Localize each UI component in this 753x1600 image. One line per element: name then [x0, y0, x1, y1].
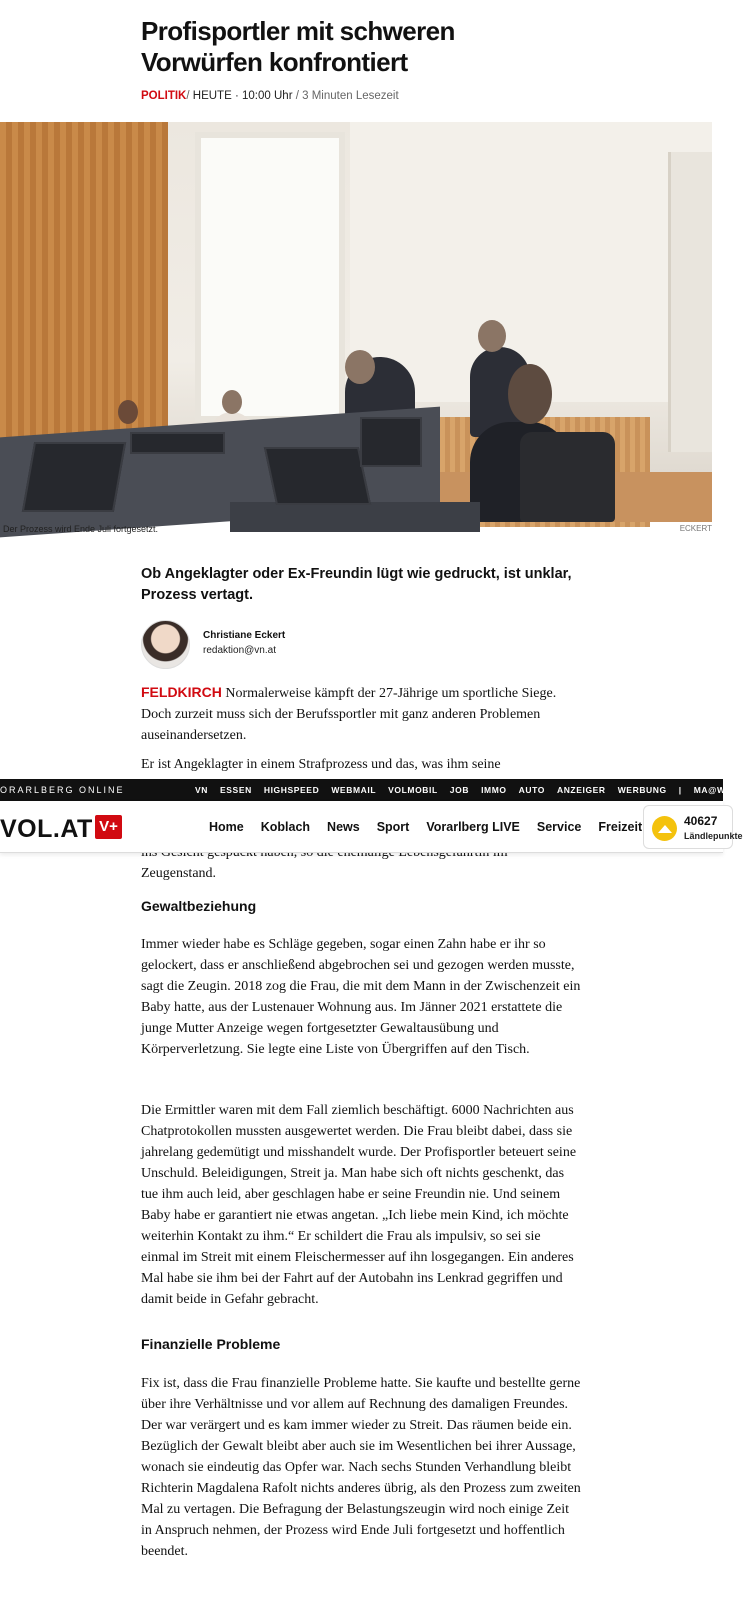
hero-wood-panel — [0, 122, 168, 442]
sun-icon — [652, 816, 677, 841]
meta-time: 10:00 Uhr — [242, 90, 293, 102]
topbar-link-job[interactable]: JOB — [449, 785, 470, 795]
hero-door — [668, 152, 712, 452]
topbar-link-anzeiger[interactable]: ANZEIGER — [556, 785, 606, 795]
author-email[interactable]: redaktion@vn.at — [203, 645, 276, 656]
article-lead: Ob Angeklagter oder Ex-Freundin lügt wie gedruckt, ist unklar, Prozess vertagt. — [141, 566, 572, 603]
site-logo[interactable]: VOL.AT — [0, 815, 93, 843]
weather-widget[interactable] — [643, 805, 743, 849]
image-credit: ECKERT — [679, 524, 712, 533]
topbar-link-highspeed[interactable]: HIGHSPEED — [263, 785, 320, 795]
topbar-link-werbung[interactable]: WERBUNG — [617, 785, 667, 795]
hero-monitor — [264, 447, 371, 505]
main-navbar — [0, 801, 743, 853]
hero-monitor — [360, 417, 422, 467]
hero-desk — [230, 502, 480, 532]
weather-value: 40627 — [684, 814, 718, 828]
network-brand[interactable]: ORARLBERG ONLINE — [0, 785, 125, 795]
vplus-icon[interactable]: V+ — [95, 815, 122, 839]
hero-image — [0, 122, 712, 520]
paragraph-4: Die Ermittler waren mit dem Fall ziemlich beschäftigt. 6000 Nachrichten aus Chatprotokollen mussten ausgewertet werden. Die Frau bleibt dabei, dass sie jahrelang gedemütigt und misshandelt wurde. Der Profisportler beteuert seine Unschuld. Beleidigungen, Streit ja. Man habe sich oft nichts geschenkt, das tue ihm auch leid, aber geschlagen habe er seine Freundin nie. Und seinem Baby habe er garantiert nie etwas angetan. „Ich liebe mein Kind, ich möchte weiterhin Kontakt zu ihm.“ Er schildert die Frau als impulsiv, so sei sie einmal im Streit mit einem Fleischermesser auf ihn losgegangen. Ein anderes Mal habe sie ihm bei der Fahrt auf der Autobahn ins Lenkrad gegriffen und damit beide in Gefahr gebracht. — [141, 1103, 577, 1307]
nav-item-home[interactable]: Home — [209, 820, 244, 834]
hero-head — [508, 364, 552, 424]
topbar-link-essen[interactable]: ESSEN — [220, 785, 252, 795]
article-title: Profisportler mit schweren Vorwürfen konfrontiert — [141, 16, 455, 77]
weather-place: Ländlepunkte — [684, 831, 743, 841]
meta-slash: / — [186, 90, 190, 102]
category-link[interactable]: POLITIK — [141, 90, 187, 102]
paragraph-5: Fix ist, dass die Frau finanzielle Probleme hatte. Sie kaufte und bestellte gerne über ihre Verhältnisse und vor allem auf Rechnung des damaligen Freundes. Der war verärgert und es kam immer wieder zu Streit. Das räumen beide ein. Bezüglich der Gewalt bleibt aber auch sie im Wesentlichen bei ihrer Aussage, wonach sie eindeutig das Opfer war. Nach sechs Stunden Verhandlung bleibt Richterin Magdalena Rafolt nichts anderes übrig, als den Prozess zum zweiten Mal zu vertagen. Die Befragung der Belastungszeugin wird noch einige Zeit in Anspruch nehmen, der Prozess wird Ende Juli fortgesetzt und hoffentlich beendet. — [141, 1376, 581, 1559]
nav-item-freizeit[interactable]: Freizeit — [598, 820, 643, 834]
hero-window — [195, 132, 345, 422]
subheading-gewalt: Gewaltbeziehung — [141, 898, 257, 914]
author-avatar[interactable] — [141, 620, 190, 669]
meta-sep: / — [295, 90, 299, 102]
paragraph-1-text: Normalerweise kämpft der 27-Jährige um sportliche Siege. Doch zurzeit muss sich der Berufssportler mit ganz anderen Problemen auseinandersetzen. — [141, 686, 557, 743]
topbar-link-immo[interactable]: IMMO — [481, 785, 507, 795]
topbar-divider: | — [678, 785, 682, 795]
nav-item-news[interactable]: News — [327, 820, 360, 834]
reading-time: 3 Minuten Lesezeit — [302, 90, 399, 102]
meta-dot: · — [234, 90, 239, 102]
image-caption: Der Prozess wird Ende Juli fortgesetzt. — [3, 524, 159, 534]
hero-wall — [350, 122, 712, 402]
topbar-link-vn[interactable]: VN — [195, 785, 209, 795]
paragraph-2-tail: Zeugenstand. — [141, 866, 217, 881]
meta-day: HEUTE — [192, 90, 232, 102]
nav-item-vorarlberg-live[interactable]: Vorarlberg LIVE — [426, 820, 520, 834]
network-topbar — [0, 779, 753, 801]
nav-item-koblach[interactable]: Koblach — [260, 820, 311, 834]
topbar-link-volmobil[interactable]: VOLMOBIL — [388, 785, 438, 795]
topbar-link-contact[interactable]: MA@WKV.AT — [693, 785, 753, 795]
paragraph-1 — [141, 682, 581, 746]
subheading-finanz: Finanzielle Probleme — [141, 1336, 281, 1352]
nav-item-service[interactable]: Service — [536, 820, 582, 834]
dateline: FELDKIRCH — [141, 684, 222, 700]
topbar-link-webmail[interactable]: WEBMAIL — [331, 785, 377, 795]
main-nav — [209, 820, 659, 834]
nav-item-sport[interactable]: Sport — [376, 820, 410, 834]
topbar-link-auto[interactable]: AUTO — [518, 785, 545, 795]
author-name[interactable]: Christiane Eckert — [203, 630, 286, 641]
hero-head — [118, 400, 138, 424]
hero-chair — [520, 432, 615, 522]
paragraph-3: Immer wieder habe es Schläge gegeben, sogar einen Zahn habe er ihr so gelockert, dass er anschließend abgebrochen sei und gezogen werden musste, sagt die Zeugin. 2018 zog die Frau, die mit dem Mann in der Zwischenzeit ein Baby hatte, aus der Lustenauer Wohnung aus. Im Jänner 2021 erstattete die junge Mutter Anzeige wegen fortgesetzter Gewaltausübung und Körperverletzung. Sie legte eine Liste von Übergriffen auf den Tisch. — [141, 937, 581, 1057]
hero-monitor — [22, 442, 126, 512]
article-meta — [141, 90, 399, 102]
hero-head — [345, 350, 375, 384]
hero-head — [478, 320, 506, 352]
hero-monitor — [130, 432, 225, 454]
network-links — [195, 785, 753, 795]
hero-head — [222, 390, 242, 414]
paragraph-2: Er ist Angeklagter in einem Strafprozess und das, was ihm seine — [141, 757, 501, 772]
